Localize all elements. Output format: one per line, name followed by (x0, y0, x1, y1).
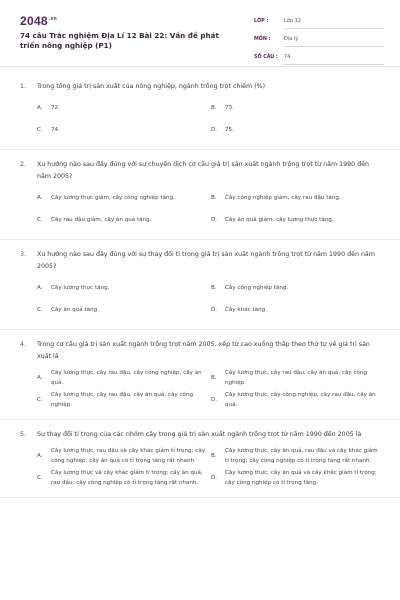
answer-options (20, 441, 380, 497)
answer-option[interactable] (211, 299, 381, 321)
option-letter: D. (211, 307, 218, 313)
option-letter: C. (37, 217, 43, 223)
question (0, 72, 400, 150)
quiz-meta (254, 12, 384, 66)
answer-option[interactable] (37, 367, 207, 389)
answer-option[interactable] (211, 445, 381, 467)
question-text: Trong tổng giá trị sản xuất của nông nghiệp, ngành trồng trọt chiếm (%) (37, 83, 266, 90)
answer-option[interactable] (211, 389, 381, 411)
logo-text: 2048 (20, 14, 48, 28)
option-letter: C. (37, 397, 43, 403)
option-text: Cây lương thực, cây rau đậu, cây ăn quả, cây công nghiệp. (51, 392, 194, 408)
option-letter: A. (37, 195, 43, 201)
option-text: Cây lương thực, cây ăn quả, rau đậu và cây khác giảm tỉ trọng; cây công nghiệp có tỉ trọng tăng rất nhanh. (225, 448, 378, 464)
answer-option[interactable] (37, 187, 207, 209)
answer-option[interactable] (211, 277, 381, 299)
meta-row-count (254, 48, 384, 66)
option-letter: D. (211, 127, 218, 133)
meta-value: Địa lý (284, 32, 384, 47)
answer-option[interactable] (37, 467, 207, 489)
answer-option[interactable] (211, 367, 381, 389)
option-text: Cây lương thực tăng. (51, 285, 110, 291)
meta-value: Lớp 12 (284, 14, 384, 29)
answer-option[interactable] (211, 97, 381, 119)
answer-option[interactable] (37, 277, 207, 299)
question-number: 5. (20, 431, 27, 438)
answer-option[interactable] (37, 299, 207, 321)
option-text: Cây lương thực và cây khác giảm tỉ trọng; cây ăn quả, rau đậu, cây công nghiệp có tỉ trọng tăng rất nhanh. (51, 470, 203, 486)
logo-suffix: .vn (48, 16, 58, 22)
option-letter: D. (211, 217, 218, 223)
option-text: Cây lương thực giảm, cây công nghiệp tăng. (51, 195, 175, 201)
answer-option[interactable] (211, 119, 381, 141)
option-letter: B. (211, 285, 217, 291)
meta-label: SỐ CÂU : (254, 54, 278, 60)
option-text: Cây ăn quả giảm, cây lương thực tăng. (225, 217, 334, 223)
option-letter: B. (211, 375, 217, 381)
answer-option[interactable] (211, 187, 381, 209)
option-text: Cây rau đậu giảm, cây ăn quả tăng. (51, 217, 152, 223)
question-text: Xu hướng nào sau đây đúng với sự thay đổi tỉ trọng giá trị sản xuất ngành trồng trọt từ năm 1990 đến năm 2005? (37, 251, 375, 270)
question-text: Trong cơ cấu giá trị sản xuất ngành trồng trọt năm 2005, xếp từ cao xuống thấp theo thứ tự về giá trị sản xuất là (37, 341, 370, 360)
meta-row-class (254, 12, 384, 30)
option-text: 73. (225, 105, 234, 111)
option-letter: C. (37, 127, 43, 133)
question (0, 420, 400, 498)
option-letter: C. (37, 307, 43, 313)
option-text: Cây lương thực, rau đậu và cây khác giảm tỉ trọng; cây công nghiệp, cây ăn quả có tỉ trọng tăng rất nhanh. (51, 448, 206, 464)
option-text: Cây lương thực, cây rau đậu, cây ăn quả, cây công nghiệp. (225, 370, 368, 386)
question-text: Xu hướng nào sau đây đúng với sự chuyển dịch cơ cấu giá trị sản xuất ngành trồng trọt từ năm 1990 đến năm 2005? (37, 161, 370, 180)
answer-option[interactable] (37, 209, 207, 231)
quiz-title: 74 câu Trắc nghiệm Địa Lí 12 Bài 22: Vấn đề phát triển nông nghiệp (P1) (20, 31, 219, 50)
question-number: 3. (20, 251, 27, 258)
answer-option[interactable] (37, 119, 207, 141)
meta-label: MÔN : (254, 36, 271, 42)
question (0, 240, 400, 330)
option-text: 74. (51, 127, 60, 133)
answer-option[interactable] (211, 467, 381, 489)
option-letter: D. (211, 475, 218, 481)
option-letter: A. (37, 105, 43, 111)
option-letter: A. (37, 375, 43, 381)
option-text: Cây công nghiệp tăng. (225, 285, 289, 291)
answer-option[interactable] (37, 389, 207, 411)
option-text: Cây công nghiệp giảm, cây rau đậu tăng. (225, 195, 341, 201)
answer-option[interactable] (37, 97, 207, 119)
question-number: 1. (20, 83, 27, 90)
option-letter: A. (37, 453, 43, 459)
answer-option[interactable] (211, 209, 381, 231)
site-logo[interactable] (20, 14, 57, 28)
option-letter: A. (37, 285, 43, 291)
option-text: Cây ăn quả tăng. (51, 307, 99, 313)
option-text: Cây lương thực, cây công nghiệp, cây rau đậu, cây ăn quả. (225, 392, 376, 408)
meta-row-subject (254, 30, 384, 48)
page-header (0, 0, 400, 64)
option-letter: C. (37, 475, 43, 481)
option-letter: B. (211, 105, 217, 111)
answer-options (20, 183, 380, 239)
question-number: 4. (20, 341, 27, 348)
option-text: Cây lương thực, cây rau đậu, cây công nghiệp, cây ăn quả. (51, 370, 202, 386)
answer-options (20, 273, 380, 329)
question (0, 150, 400, 240)
meta-label: LỚP : (254, 18, 269, 24)
header-divider (0, 66, 400, 67)
question-number: 2. (20, 161, 27, 168)
option-letter: B. (211, 195, 217, 201)
answer-options (20, 363, 380, 419)
option-text: Cây lương thực, cây ăn quả và cây khác giảm tỉ trọng; cây công nghiệp có tỉ trọng tăng. (225, 470, 377, 486)
answer-options (20, 93, 380, 149)
question-list (0, 72, 400, 498)
option-letter: B. (211, 453, 217, 459)
option-text: 72. (51, 105, 60, 111)
meta-value: 74 (284, 50, 384, 65)
option-text: Cây khác tăng. (225, 307, 267, 313)
option-text: 75. (225, 127, 234, 133)
question (0, 330, 400, 420)
question-text: Sự thay đổi tỉ trọng của các nhóm cây trong giá trị sản xuất ngành trồng trọt từ năm 1990 đến 2005 là (37, 431, 362, 438)
option-letter: D. (211, 397, 218, 403)
answer-option[interactable] (37, 445, 207, 467)
